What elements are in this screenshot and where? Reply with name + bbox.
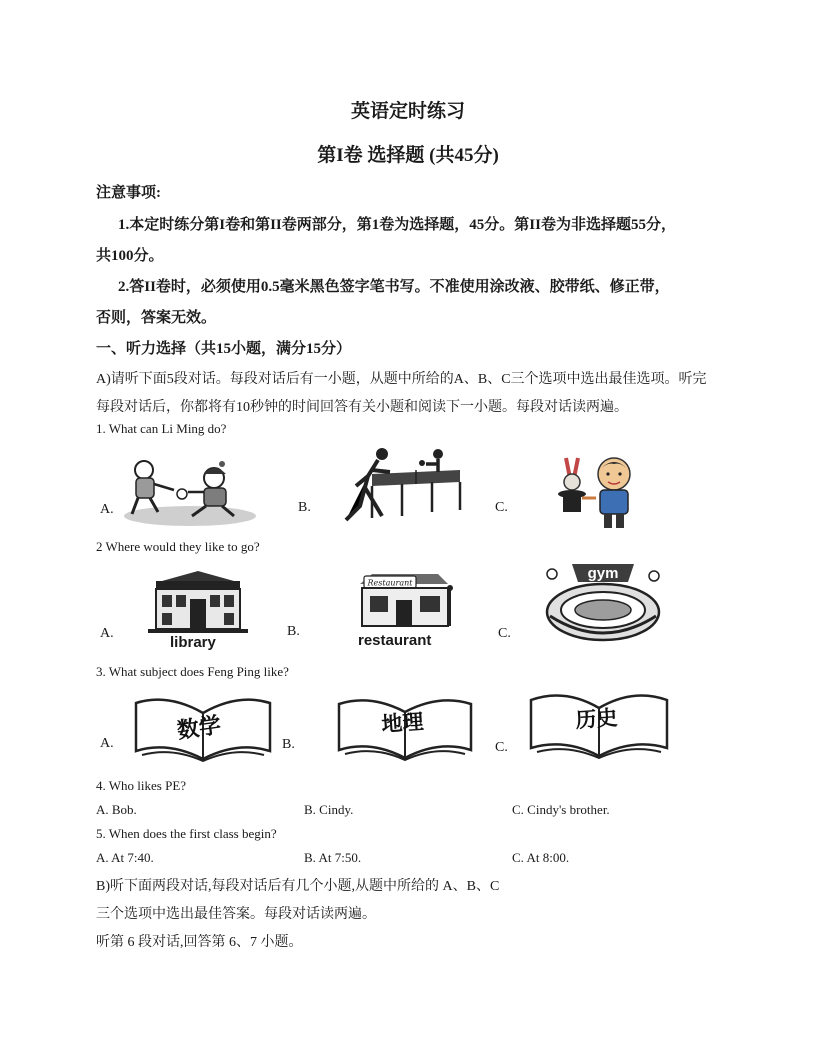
notes-item2-line2: 否则，答案无效。 xyxy=(96,310,217,326)
q5-option-a: A. At 7:40. xyxy=(96,850,154,865)
gym-stadium-image xyxy=(542,560,664,644)
q5-option-c: C. At 8:00. xyxy=(512,850,570,865)
q2-option-c-letter: C. xyxy=(498,626,511,641)
q2-option-b-letter: B. xyxy=(287,624,300,639)
q3-option-c-letter: C. xyxy=(495,740,508,755)
question-1: 1. What can Li Ming do? xyxy=(96,421,227,436)
history-book-image xyxy=(527,684,671,762)
part-a-instruction-line2: 每段对话后，你都将有10秒钟的时间回答有关小题和阅读下一小题。每段对话读两遍。 xyxy=(96,400,628,415)
math-book-text: 数学 xyxy=(175,713,223,745)
q3-option-b-letter: B. xyxy=(282,737,295,752)
question-2: 2 Where would they like to go? xyxy=(96,539,260,554)
question-4: 4. Who likes PE? xyxy=(96,778,187,793)
part-b-instruction-line2: 三个选项中选出最佳答案。每段对话读两遍。 xyxy=(96,907,376,922)
page-subtitle: 第I卷 选择题 (共45分) xyxy=(317,145,499,166)
part-a-instruction-line1: A)请听下面5段对话。每段对话后有一小题，从题中所给的A、B、C三个选项中选出最佳选项。听完 xyxy=(96,372,707,387)
restaurant-building-image xyxy=(352,570,456,630)
notes-item2-line1: 2.答II卷时，必须使用0.5毫米黑色签字笔书写。不准使用涂改液、胶带纸、修正带， xyxy=(118,279,670,295)
library-label: library xyxy=(170,634,216,651)
kids-playing-football-image xyxy=(122,456,257,528)
notes-item1-line2: 共100分。 xyxy=(96,248,164,264)
part-b-instruction-line3: 听第 6 段对话,回答第 6、7 小题。 xyxy=(96,935,303,950)
math-book-image xyxy=(132,689,274,763)
q2-option-a-letter: A. xyxy=(100,626,114,641)
table-tennis-image xyxy=(342,446,470,524)
question-5: 5. When does the first class begin? xyxy=(96,826,277,841)
page-title: 英语定时练习 xyxy=(350,101,465,122)
q1-option-b-letter: B. xyxy=(298,500,311,515)
notes-heading: 注意事项: xyxy=(96,185,161,201)
q5-option-b: B. At 7:50. xyxy=(304,850,362,865)
library-building-image xyxy=(148,569,248,633)
history-book-text: 历史 xyxy=(574,705,619,733)
geography-book-image xyxy=(335,692,475,764)
q4-option-a: A. Bob. xyxy=(96,802,137,817)
q4-option-b: B. Cindy. xyxy=(304,802,354,817)
restaurant-label: restaurant xyxy=(358,632,432,649)
geography-book-text: 地理 xyxy=(380,709,425,737)
section-heading: 一、听力选择（共15小题，满分15分） xyxy=(96,341,352,357)
q1-option-a-letter: A. xyxy=(100,502,114,517)
restaurant-sign-text: Restaurant xyxy=(367,578,413,588)
gym-sign-text: gym xyxy=(587,565,619,582)
q4-option-c: C. Cindy's brother. xyxy=(512,802,610,817)
part-b-instruction-line1: B)听下面两段对话,每段对话后有几个小题,从题中所给的 A、B、C xyxy=(96,879,500,894)
notes-item1-line1: 1.本定时练分第I卷和第II卷两部分，第1卷为选择题，45分。第II卷为非选择题55分， xyxy=(118,217,676,233)
q3-option-a-letter: A. xyxy=(100,736,114,751)
question-3: 3. What subject does Feng Ping like? xyxy=(96,664,289,679)
magic-trick-image xyxy=(556,454,640,530)
q1-option-c-letter: C. xyxy=(495,500,508,515)
